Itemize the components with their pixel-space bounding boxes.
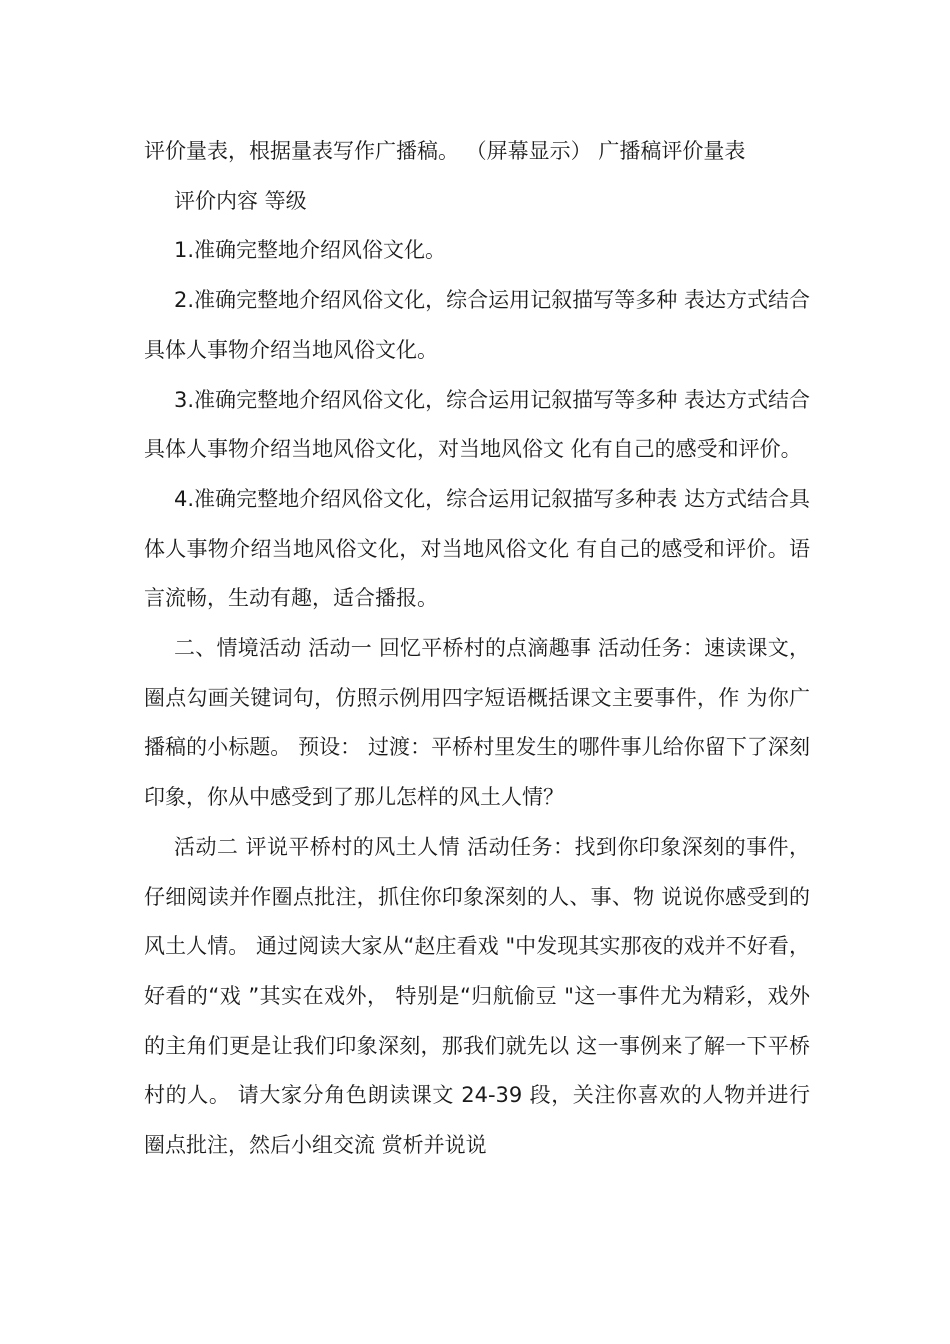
paragraph-1: 评价量表，根据量表写作广播稿。 （屏幕显示） 广播稿评价量表 [144, 139, 746, 163]
paragraph-4: 2.准确完整地介绍风俗文化，综合运用记叙描写等多种 表达方式结合具体人事物介绍当地风俗文化。 [144, 288, 810, 362]
paragraph-8: 活动二 评说平桥村的风土人情 活动任务：找到你印象深刻的事件，仔细阅读并作圈点批注，抓住你印象深刻的人、事、物 说说你感受到的风土人情。 通过阅读大家从“赵庄看戏 "中发现其实那夜的戏并不好看，好看的“戏 ”其实在戏外， 特别是“归航偷豆 "这一事件尤为精彩，戏外的主角们更是让我们印象深刻，那我们就先以 这一事例来了解一下平桥村的人。 请大家分角色朗读课文 24-39 段，关注你喜欢的人物并进行圈点批注，然后小组交流 赏析并说说 [144, 834, 810, 1158]
paragraph-2: 评价内容 等级 [174, 188, 307, 213]
paragraph-3: 1.准确完整地介绍风俗文化。 [174, 238, 447, 263]
paragraph-7: 二、情境活动 活动一 回忆平桥村的点滴趣事 活动任务：速读课文，圈点勾画关键词句，仿照示例用四字短语概括课文主要事件，作 为你广播稿的小标题。 预设： 过渡：平桥村里发生的哪件事儿给你留下了深刻印象，你从中感受到了那儿怎样的风土人情？ [144, 636, 810, 810]
paragraph-5: 3.准确完整地介绍风俗文化，综合运用记叙描写等多种 表达方式结合具体人事物介绍当地风俗文化，对当地风俗文 化有自己的感受和评价。 [144, 387, 810, 462]
paragraph-6: 4.准确完整地介绍风俗文化，综合运用记叙描写多种表 达方式结合具体人事物介绍当地风俗文化，对当地风俗文化 有自己的感受和评价。语言流畅，生动有趣，适合播报。 [144, 486, 810, 611]
